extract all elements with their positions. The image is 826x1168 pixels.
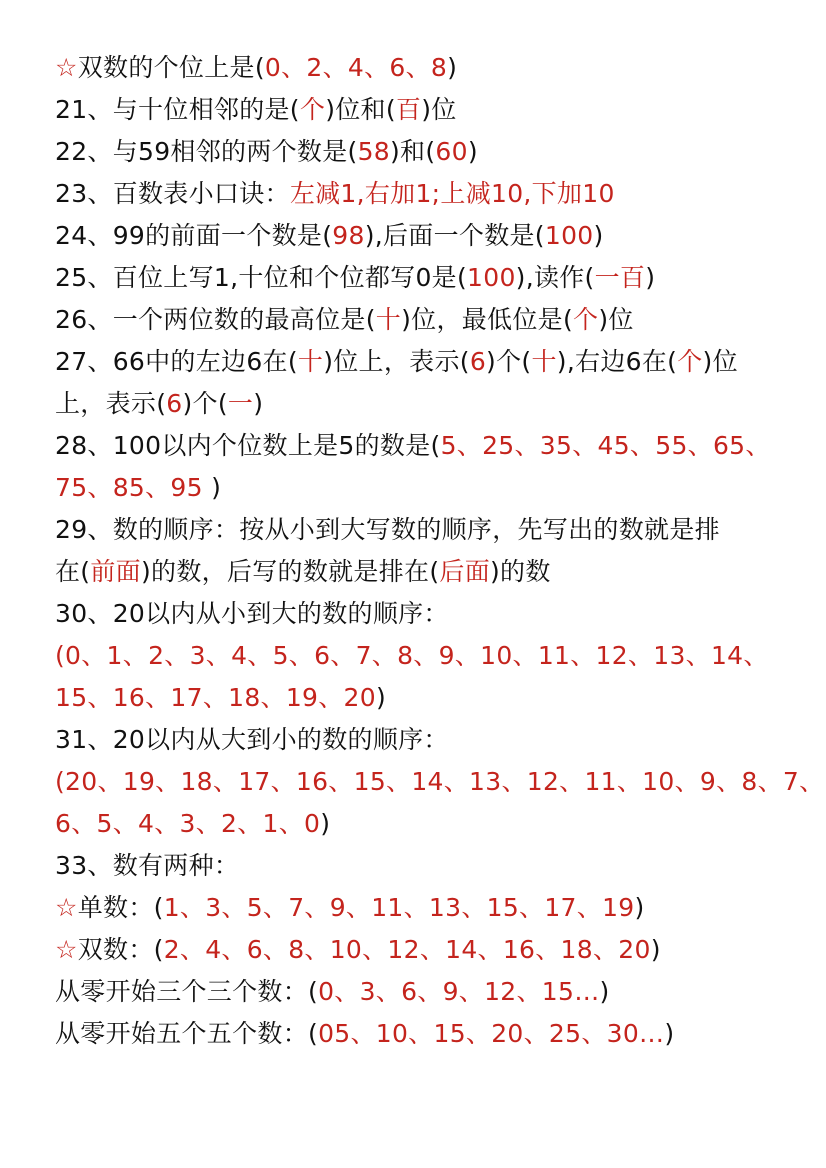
answer-text: 6、5、4、3、2、1、0: [55, 809, 321, 838]
question-text: ): [467, 137, 478, 166]
text-line: [55, 302, 806, 338]
answer-text: 后面: [439, 557, 490, 586]
text-line: [55, 974, 806, 1010]
question-text: 双数：(: [77, 935, 164, 964]
answer-text: 十: [297, 347, 324, 376]
question-text: )位上，表示(: [323, 347, 470, 376]
answer-text: 前面: [90, 557, 141, 586]
answer-text: 1、3、5、7、9、11、13、15、17、19: [163, 893, 635, 922]
question-text: ): [320, 809, 331, 838]
text-line: [55, 470, 806, 506]
question-text: 26、一个两位数的最高位是(: [55, 305, 376, 334]
answer-text: 5、25、35、45、55、65、: [440, 431, 771, 460]
text-line: [55, 596, 806, 632]
question-text: ): [447, 53, 458, 82]
text-line: [55, 806, 806, 842]
question-text: ): [593, 221, 604, 250]
question-text: ): [599, 977, 610, 1006]
question-text: ): [634, 893, 645, 922]
answer-text: 2、4、6、8、10、12、14、16、18、20: [163, 935, 651, 964]
question-text: )个(: [182, 389, 228, 418]
question-text: )位: [598, 305, 634, 334]
text-line: [55, 554, 806, 590]
answer-text: 0、3、6、9、12、15…: [318, 977, 600, 1006]
text-line: [55, 50, 806, 86]
answer-text: (0、1、2、3、4、5、6、7、8、9、10、11、12、13、14、: [55, 641, 769, 670]
text-line: [55, 344, 806, 380]
star-icon: ☆: [55, 935, 78, 964]
answer-text: 十: [531, 347, 557, 376]
answer-text: 个: [573, 305, 599, 334]
question-text: ),右边6在(: [556, 347, 678, 376]
answer-text: (20、19、18、17、16、15、14、13、12、11、10、9、8、7、: [55, 767, 825, 796]
text-line: [55, 722, 806, 758]
text-line: [55, 890, 806, 926]
question-text: 上，表示(: [55, 389, 167, 418]
question-text: ): [202, 473, 222, 502]
text-line: [55, 932, 806, 968]
question-text: ): [664, 1019, 675, 1048]
text-line: [55, 176, 806, 212]
question-text: ),读作(: [515, 263, 595, 292]
question-text: 27、66中的左边6在(: [55, 347, 298, 376]
answer-text: 个: [677, 347, 703, 376]
question-text: 30、20以内从小到大的数的顺序：: [55, 599, 449, 628]
question-text: 从零开始三个三个数：(: [55, 977, 319, 1006]
question-text: )的数，后写的数就是排在(: [140, 557, 440, 586]
answer-text: 6: [166, 389, 183, 418]
question-text: )位: [421, 95, 457, 124]
answer-text: 100: [467, 263, 516, 292]
question-text: )和(: [390, 137, 436, 166]
question-text: 28、100以内个位数上是5的数是(: [55, 431, 441, 460]
text-line: [55, 1016, 806, 1052]
answer-text: 6: [469, 347, 487, 376]
text-line: [55, 218, 806, 254]
question-text: 31、20以内从大到小的数的顺序：: [55, 725, 449, 754]
question-text: 24、99的前面一个数是(: [55, 221, 333, 250]
text-line: [55, 764, 825, 800]
text-line: [55, 92, 806, 128]
question-text: 33、数有两种：: [55, 851, 240, 880]
question-text: ): [375, 683, 387, 712]
question-text: 21、与十位相邻的是(: [55, 95, 300, 124]
answer-text: 0、2、4、6、8: [264, 53, 448, 82]
question-text: ),后面一个数是(: [364, 221, 545, 250]
question-text: )的数: [490, 557, 551, 586]
answer-text: 60: [435, 137, 468, 166]
question-text: 22、与59相邻的两个数是(: [55, 137, 358, 166]
answer-text: 100: [544, 221, 594, 250]
text-line: [55, 512, 806, 548]
text-line: [55, 428, 806, 464]
answer-text: 个: [299, 95, 326, 124]
answer-text: 左减1,右加1;上减10,下加10: [289, 179, 615, 208]
answer-text: 05、10、15、20、25、30…: [318, 1019, 665, 1048]
answer-text: 98: [332, 221, 365, 250]
question-text: 23、百数表小口诀：: [55, 179, 290, 208]
question-text: 从零开始五个五个数：(: [55, 1019, 319, 1048]
answer-text: 百: [395, 95, 422, 124]
question-text: )位，最低位是(: [401, 305, 574, 334]
question-text: )位和(: [325, 95, 396, 124]
text-line: [55, 848, 806, 884]
question-text: ): [253, 389, 264, 418]
question-text: 双数的个位上是(: [77, 53, 265, 82]
question-text: ): [650, 935, 661, 964]
star-icon: ☆: [55, 893, 78, 922]
answer-text: 一百: [594, 263, 646, 292]
question-text: 29、数的顺序：按从小到大写数的顺序，先写出的数就是排: [55, 515, 720, 544]
text-line: [55, 386, 806, 422]
question-text: )位: [702, 347, 738, 376]
text-line: [55, 134, 806, 170]
question-text: ): [645, 263, 656, 292]
question-text: 25、百位上写1,十位和个位都写0是(: [55, 263, 468, 292]
text-line: [55, 680, 806, 716]
answer-text: 58: [357, 137, 390, 166]
text-line: [55, 638, 806, 674]
question-text: 在(: [55, 557, 91, 586]
question-text: 单数：(: [77, 893, 164, 922]
answer-text: 十: [375, 305, 402, 334]
question-text: )个(: [486, 347, 532, 376]
answer-text: 一: [227, 389, 254, 418]
answer-text: 15、16、17、18、19、20: [55, 683, 376, 712]
text-line: [55, 260, 806, 296]
star-icon: ☆: [55, 53, 78, 82]
answer-text: 75、85、95: [55, 473, 203, 502]
